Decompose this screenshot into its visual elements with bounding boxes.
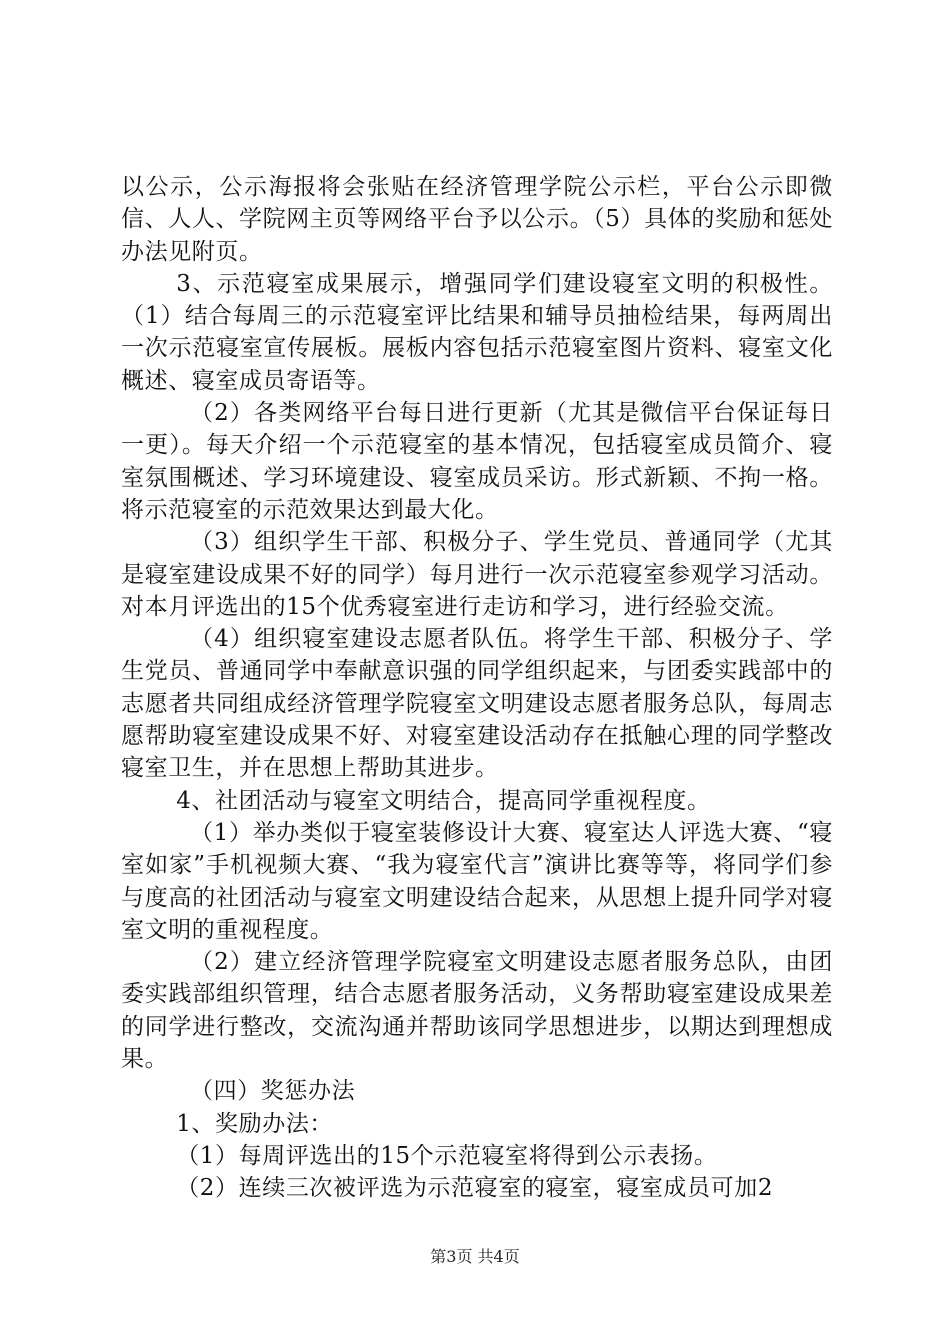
subsection-heading-rewards: 1、奖励办法： <box>176 1110 334 1137</box>
paragraph-6: 4、社团活动与寝室文明结合，提高同学重视程度。 <box>176 787 711 814</box>
paragraph-4: （3）组织学生干部、积极分子、学生党员、普通同学（尤其是寝室建设成果不好的同学）每月进行一次示范寝室参观学习活动。对本月评选出的15个优秀寝室进行走访和学习，进行经验交流。 <box>121 529 833 620</box>
paragraph-7: （1）举办类似于寝室装修设计大赛、寝室达人评选大赛、“寝室如家”手机视频大赛、“我为寝室代言”演讲比赛等等，将同学们参与度高的社团活动与寝室文明建设结合起来，从思想上提升同学对寝室文明的重视程度。 <box>121 819 833 943</box>
document-body <box>121 171 833 1205</box>
paragraph-2: 3、示范寝室成果展示，增强同学们建设寝室文明的积极性。（1）结合每周三的示范寝室评比结果和辅导员抽检结果，每两周出一次示范寝室宣传展板。展板内容包括示范寝室图片资料、寝室文化概述、寝室成员寄语等。 <box>121 270 833 394</box>
paragraph-12: （2）连续三次被评选为示范寝室的寝室，寝室成员可加2 <box>176 1175 774 1202</box>
page-number: 第3页 共4页 <box>430 1247 520 1266</box>
paragraph-11: （1）每周评选出的15个示范寝室将得到公示表扬。 <box>176 1142 718 1169</box>
paragraph-3: （2）各类网络平台每日进行更新（尤其是微信平台保证每日一更）。每天介绍一个示范寝室的基本情况，包括寝室成员简介、寝室氛围概述、学习环境建设、寝室成员采访。形式新颖、不拘一格。将示范寝室的示范效果达到最大化。 <box>121 400 833 523</box>
paragraph-1: 以公示，公示海报将会张贴在经济管理学院公示栏，平台公示即微信、人人、学院网主页等网络平台予以公示。（5）具体的奖励和惩处办法见附页。 <box>121 174 833 265</box>
section-heading-rewards-penalties: （四）奖惩办法 <box>190 1078 356 1105</box>
paragraph-5: （4）组织寝室建设志愿者队伍。将学生干部、积极分子、学生党员、普通同学中奉献意识强的同学组织起来，与团委实践部中的志愿者共同组成经济管理学院寝室文明建设志愿者服务总队，每周志愿帮助寝室建设成果不好、对寝室建设活动存在抵触心理的同学整改寝室卫生，并在思想上帮助其进步。 <box>121 626 833 782</box>
paragraph-8: （2）建立经济管理学院寝室文明建设志愿者服务总队，由团委实践部组织管理，结合志愿者服务活动，义务帮助寝室建设成果差的同学进行整改，交流沟通并帮助该同学思想进步，以期达到理想成果。 <box>121 949 833 1073</box>
page-footer <box>0 1244 950 1267</box>
